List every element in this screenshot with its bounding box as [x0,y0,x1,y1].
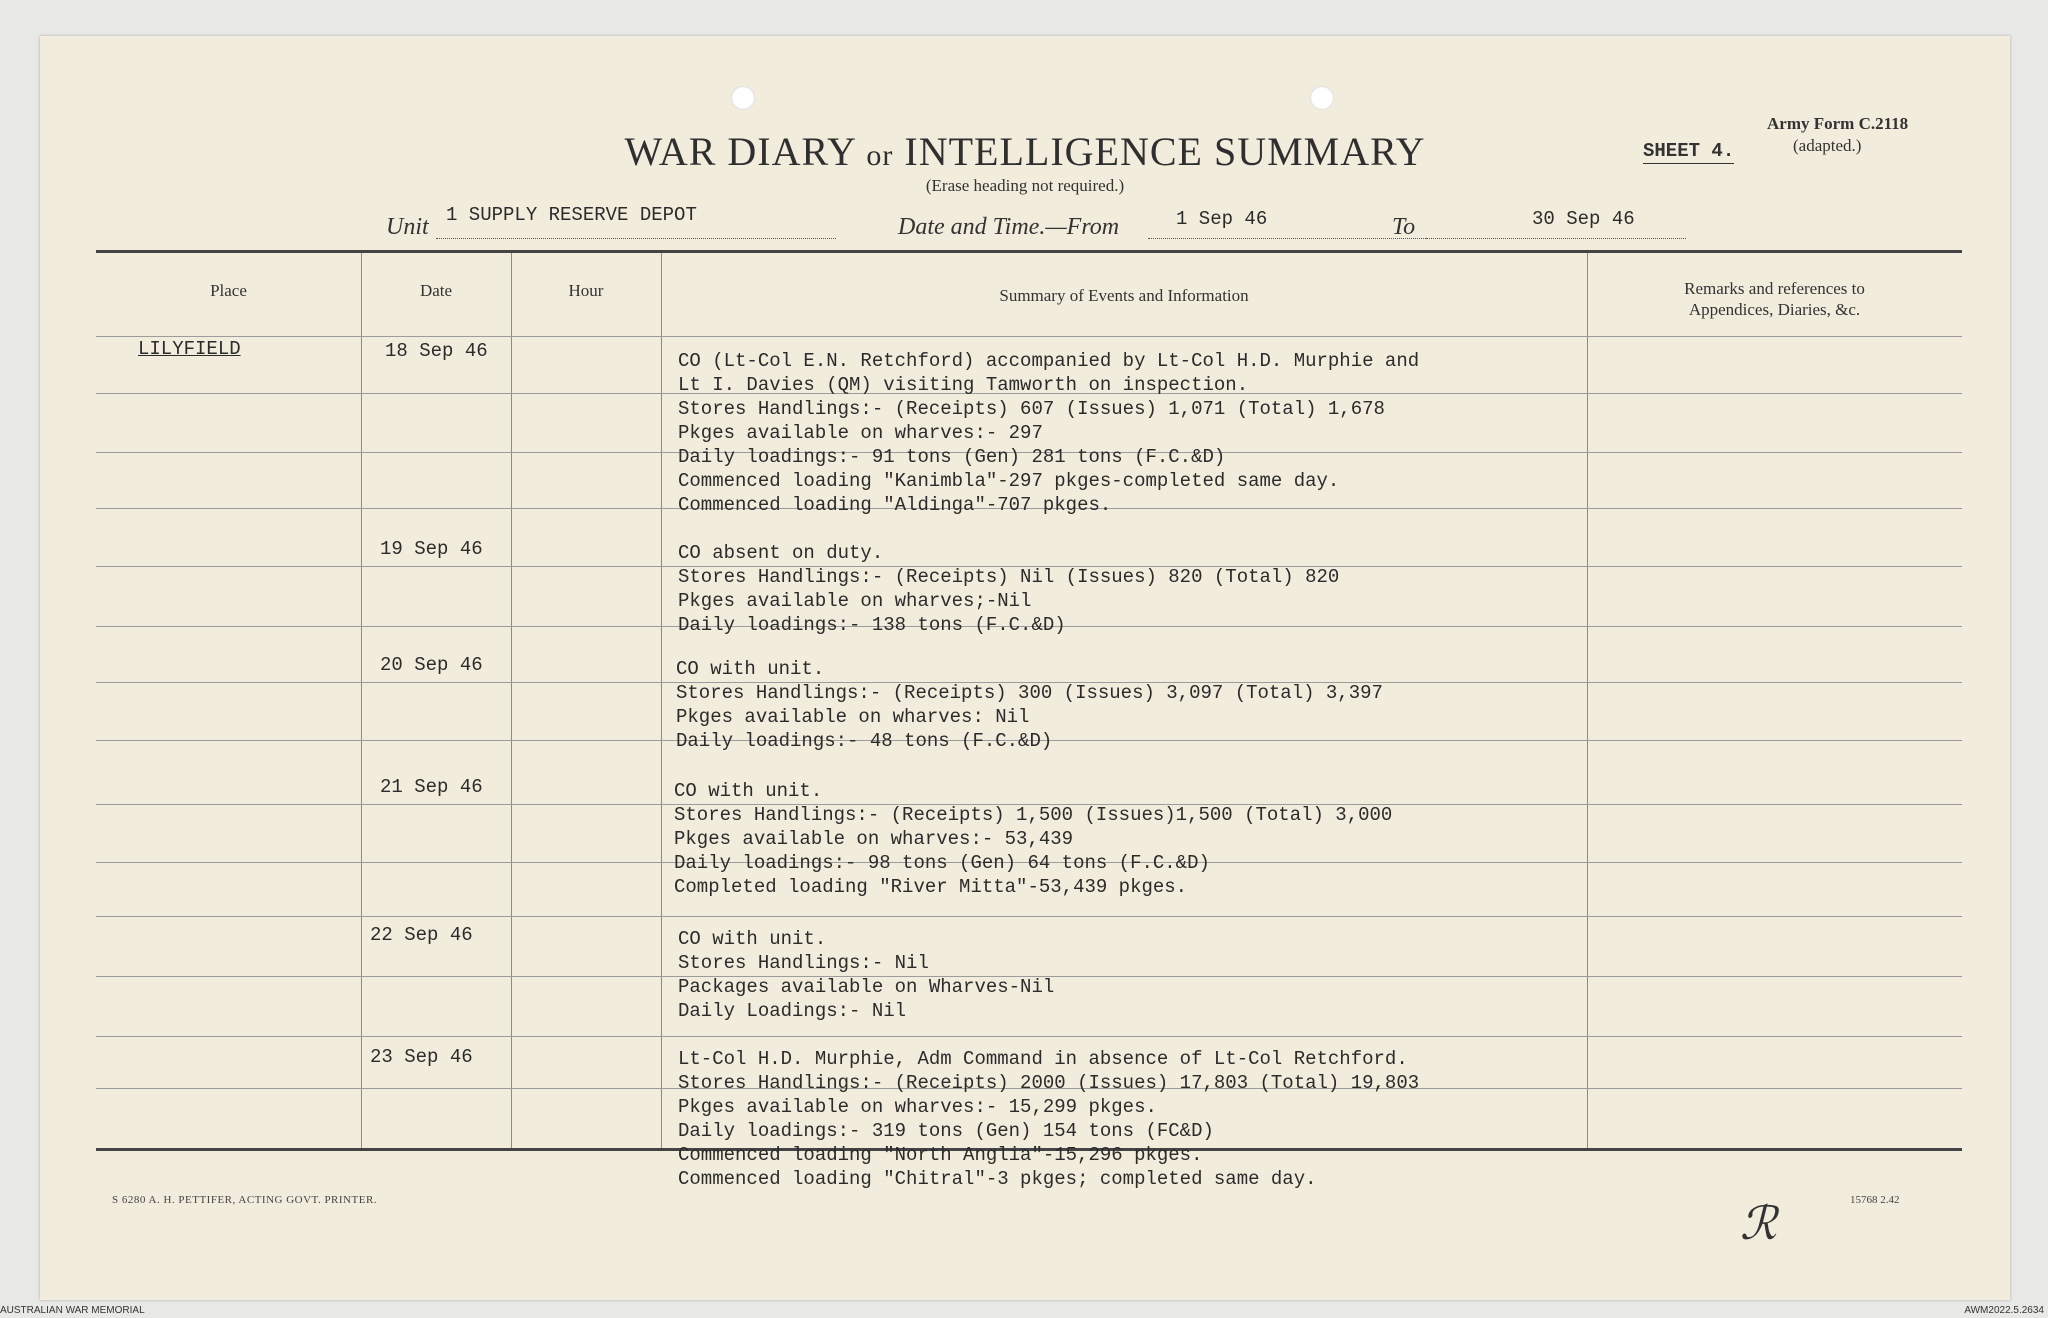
entry-line: CO with unit. [678,928,827,950]
ruled-line [96,916,1962,917]
entry-line: Lt I. Davies (QM) visiting Tamworth on inspection. [678,374,1249,396]
col-header-remarks: Remarks and references to Appendices, Diaries, &c. [1684,279,1865,319]
form-title: WAR DIARY or INTELLIGENCE SUMMARY [624,129,1426,174]
entry-line: CO with unit. [674,780,823,802]
punch-hole-right [1310,86,1334,110]
entry-line: Stores Handlings:- (Receipts) 2000 (Issues) 17,803 (Total) 19,803 [678,1072,1420,1094]
date-from-label: Date and Time.—From [898,214,1120,240]
entry-line: Pkges available on wharves: Nil [676,706,1030,728]
entry-date: 20 Sep 46 [380,654,483,676]
place-value: LILYFIELD [138,338,241,360]
form-subtitle: (Erase heading not required.) [925,176,1125,195]
col-header-summary: Summary of Events and Information [999,286,1249,305]
top-rule [96,250,1962,253]
entry-line: Commenced loading "North Anglia"-15,296 pkges. [678,1144,1203,1166]
entry-line: Stores Handlings:- (Receipts) Nil (Issues) 820 (Total) 820 [678,566,1340,588]
army-form-number: Army Form C.2118 [1767,114,1909,133]
date-from-dotline [1148,238,1428,239]
unit-label: Unit [386,214,429,240]
header-row-line [96,336,1962,337]
entry-line: Daily loadings:- 48 tons (F.C.&D) [676,730,1053,752]
unit-value: 1 SUPPLY RESERVE DEPOT [446,204,697,226]
entry-line: Pkges available on wharves:- 15,299 pkges. [678,1096,1157,1118]
sheet-number: SHEET 4. [1643,140,1735,162]
date-from-value: 1 Sep 46 [1176,208,1268,230]
entry-date: 21 Sep 46 [380,776,483,798]
col-divider-hour [661,253,662,1148]
col-divider-date [511,253,512,1148]
entry-line: Stores Handlings:- (Receipts) 607 (Issues) 1,071 (Total) 1,678 [678,398,1385,420]
entry-line: Stores Handlings:- Nil [678,952,929,974]
entry-date: 23 Sep 46 [370,1046,473,1068]
entry-line: Commenced loading "Kanimbla"-297 pkges-completed same day. [678,470,1340,492]
handwritten-initials-signature: ℛ [1740,1196,1777,1250]
entry-line: Pkges available on wharves:- 297 [678,422,1043,444]
date-to-dotline [1426,238,1686,239]
entry-line: CO absent on duty. [678,542,884,564]
entry-line: Commenced loading "Aldinga"-707 pkges. [678,494,1112,516]
entry-line: Daily loadings:- 98 tons (Gen) 64 tons (F.C.&D) [674,852,1210,874]
col-header-hour: Hour [568,281,604,300]
form-code: 15768 2.42 [1850,1194,1900,1206]
entry-line: Completed loading "River Mitta"-53,439 pkges. [674,876,1188,898]
ruled-line [96,1036,1962,1037]
entry-line: Lt-Col H.D. Murphie, Adm Command in absence of Lt-Col Retchford. [678,1048,1408,1070]
punch-hole-left [731,86,755,110]
entry-date: 19 Sep 46 [380,538,483,560]
entry-line: Stores Handlings:- (Receipts) 1,500 (Issues)1,500 (Total) 3,000 [674,804,1393,826]
diary-sheet [40,36,2010,1300]
col-divider-summary [1587,253,1588,1148]
entry-line: Daily loadings:- 319 tons (Gen) 154 tons (FC&D) [678,1120,1214,1142]
entry-line: Daily loadings:- 91 tons (Gen) 281 tons (F.C.&D) [678,446,1226,468]
entry-date: 22 Sep 46 [370,924,473,946]
entry-line: CO with unit. [676,658,825,680]
date-to-label: To [1392,214,1416,240]
entry-line: Commenced loading "Chitral"-3 pkges; completed same day. [678,1168,1317,1190]
printer-imprint: S 6280 A. H. PETTIFER, ACTING GOVT. PRINTER. [112,1194,378,1206]
army-form-adapted: (adapted.) [1793,136,1862,155]
entry-line: Daily Loadings:- Nil [678,1000,907,1022]
unit-dotline [436,238,836,239]
date-to-value: 30 Sep 46 [1532,208,1635,230]
col-header-place: Place [210,281,247,300]
entry-line: Daily loadings:- 138 tons (F.C.&D) [678,614,1066,636]
entry-line: Pkges available on wharves;-Nil [678,590,1032,612]
entry-line: CO (Lt-Col E.N. Retchford) accompanied by Lt-Col H.D. Murphie and [678,350,1420,372]
entry-date: 18 Sep 46 [385,340,488,362]
archive-credit: AUSTRALIAN WAR MEMORIAL [0,1305,145,1316]
col-header-date: Date [419,281,453,300]
archive-reference: AWM2022.5.2634 [1964,1305,2044,1316]
col-divider-place [361,253,362,1148]
entry-line: Packages available on Wharves-Nil [678,976,1055,998]
entry-line: Pkges available on wharves:- 53,439 [674,828,1074,850]
entry-line: Stores Handlings:- (Receipts) 300 (Issues) 3,097 (Total) 3,397 [676,682,1383,704]
